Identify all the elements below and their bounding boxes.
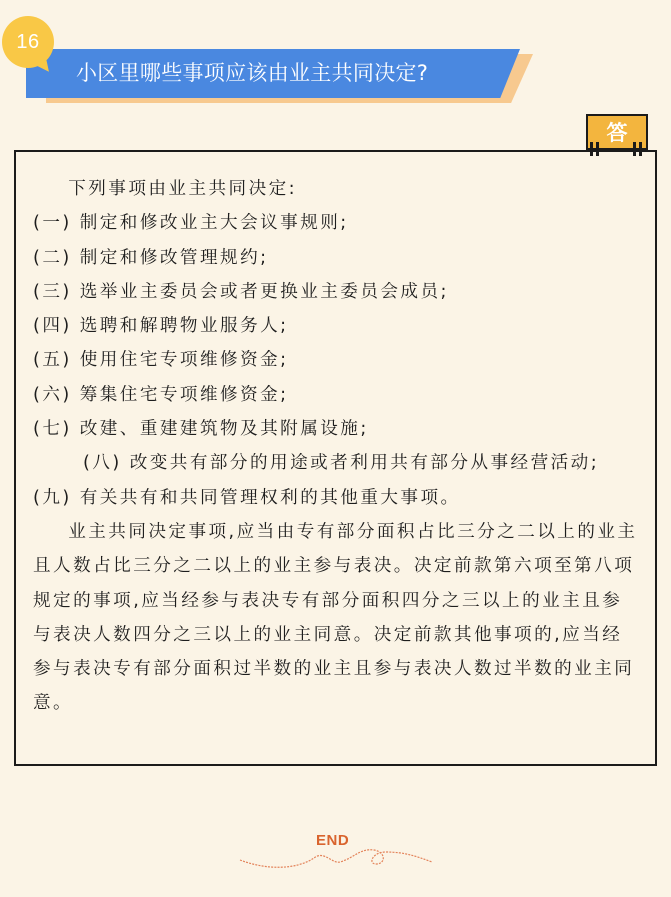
answer-content [33,172,638,721]
list-item: (七) 改建、重建建筑物及其附属设施; [33,419,369,440]
list-item: (一) 制定和修改业主大会议事规则; [33,213,349,234]
end-label: END [316,832,350,849]
list-item: (六) 筹集住宅专项维修资金; [33,384,289,405]
question-number-badge [2,16,54,68]
answer-tag-connector [596,142,599,156]
list-item: (九) 有关共有和共同管理权利的其他重大事项。 [33,487,461,508]
answer-tag-connector [639,142,642,156]
answer-tag-label: 答 [606,121,628,145]
list-item: (三) 选举业主委员会或者更换业主委员会成员; [33,281,449,302]
list-item: (八) 改变共有部分的用途或者利用共有部分从事经营活动; [83,453,600,474]
content-paragraph: 业主共同决定事项,应当由专有部分面积占比三分之二以上的业主且人数占比三分之二以上的业主参与表决。决定前款第六项至第八项规定的事项,应当经参与表决专有部分面积四分之三以上的业主且参与表决人数四分之三以上的业主同意。决定前款其他事项的,应当经参与表决专有部分面积过半数的业主且参与表决人数过半数的业主同意。 [33,521,638,714]
list-item: (五) 使用住宅专项维修资金; [33,350,289,371]
question-number: 16 [16,30,40,53]
answer-tag-connector [633,142,636,156]
answer-content-box [14,150,657,766]
content-intro: 下列事项由业主共同决定: [68,179,298,199]
list-item: (四) 选聘和解聘物业服务人; [33,316,289,337]
answer-tag-connector [590,142,593,156]
page-title: 小区里哪些事项应该由业主共同决定? [76,61,429,85]
list-item: (二) 制定和修改管理规约; [33,247,269,268]
